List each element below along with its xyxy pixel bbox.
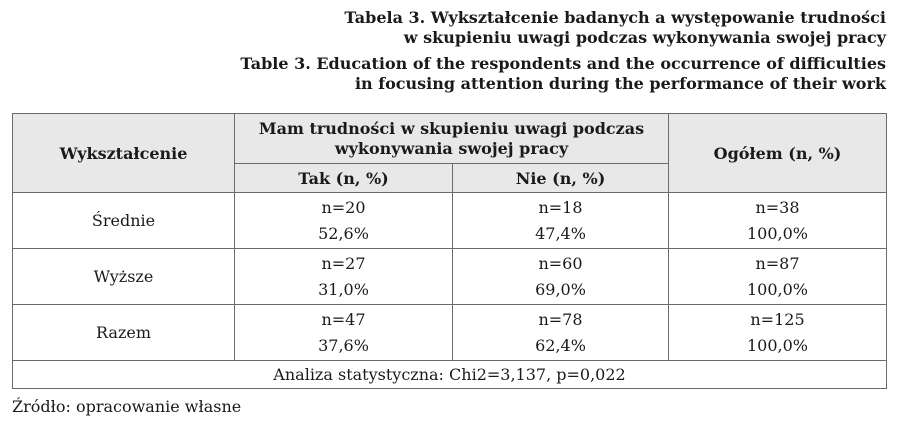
header-row-1 [13,114,887,164]
value-percent: 69,0% [535,279,586,299]
header-no: Nie (n, %) [453,164,669,193]
value-percent: 62,4% [535,335,586,355]
header-yes: Tak (n, %) [235,164,453,193]
value-n: n=20 [321,197,366,217]
cell-no [453,305,669,361]
cell-yes [235,249,453,305]
caption-english-line-1: Table 3. Education of the respondents and the occurrence of difficulties [240,54,886,73]
value-n: n=18 [538,197,583,217]
header-difficulties-group [235,114,669,164]
cell-total [669,305,887,361]
value-percent: 100,0% [746,279,808,299]
value-percent: 52,6% [318,223,369,243]
value-percent: 37,6% [318,335,369,355]
value-percent: 47,4% [535,223,586,243]
value-percent: 31,0% [318,279,369,299]
value-n: n=125 [750,309,805,329]
cell-no [453,193,669,249]
caption-english-line-2: in focusing attention during the performance of their work [354,74,886,93]
value-n: n=38 [755,197,800,217]
value-percent: 100,0% [746,223,808,243]
stats-row [13,361,887,389]
cell-yes [235,305,453,361]
cell-total [669,249,887,305]
value-percent: 100,0% [746,335,808,355]
table-row [13,305,887,361]
header-education: Wykształcenie [13,114,235,193]
caption-polish-line-1: Tabela 3. Wykształcenie badanych a występowanie trudności [344,8,886,27]
table-row [13,249,887,305]
statistical-analysis: Analiza statystyczna: Chi2=3,137, p=0,022 [13,361,887,389]
cell-no [453,249,669,305]
value-n: n=60 [538,253,583,273]
cell-yes [235,193,453,249]
header-group-line-2: wykonywania swojej pracy [334,138,569,158]
row-label: Wyższe [13,249,235,305]
value-n: n=87 [755,253,800,273]
source-note: Źródło: opracowanie własne [12,397,242,416]
header-group-line-1: Mam trudności w skupieniu uwagi podczas [258,118,645,138]
table-captions [240,8,886,94]
row-label: Średnie [13,193,235,249]
value-n: n=78 [538,309,583,329]
table-row [13,193,887,249]
row-label: Razem [13,305,235,361]
caption-polish-line-2: w skupieniu uwagi podczas wykonywania swojej pracy [403,28,886,47]
value-n: n=27 [321,253,366,273]
header-total: Ogółem (n, %) [669,114,887,193]
value-n: n=47 [321,309,366,329]
education-difficulties-table [12,113,887,389]
cell-total [669,193,887,249]
